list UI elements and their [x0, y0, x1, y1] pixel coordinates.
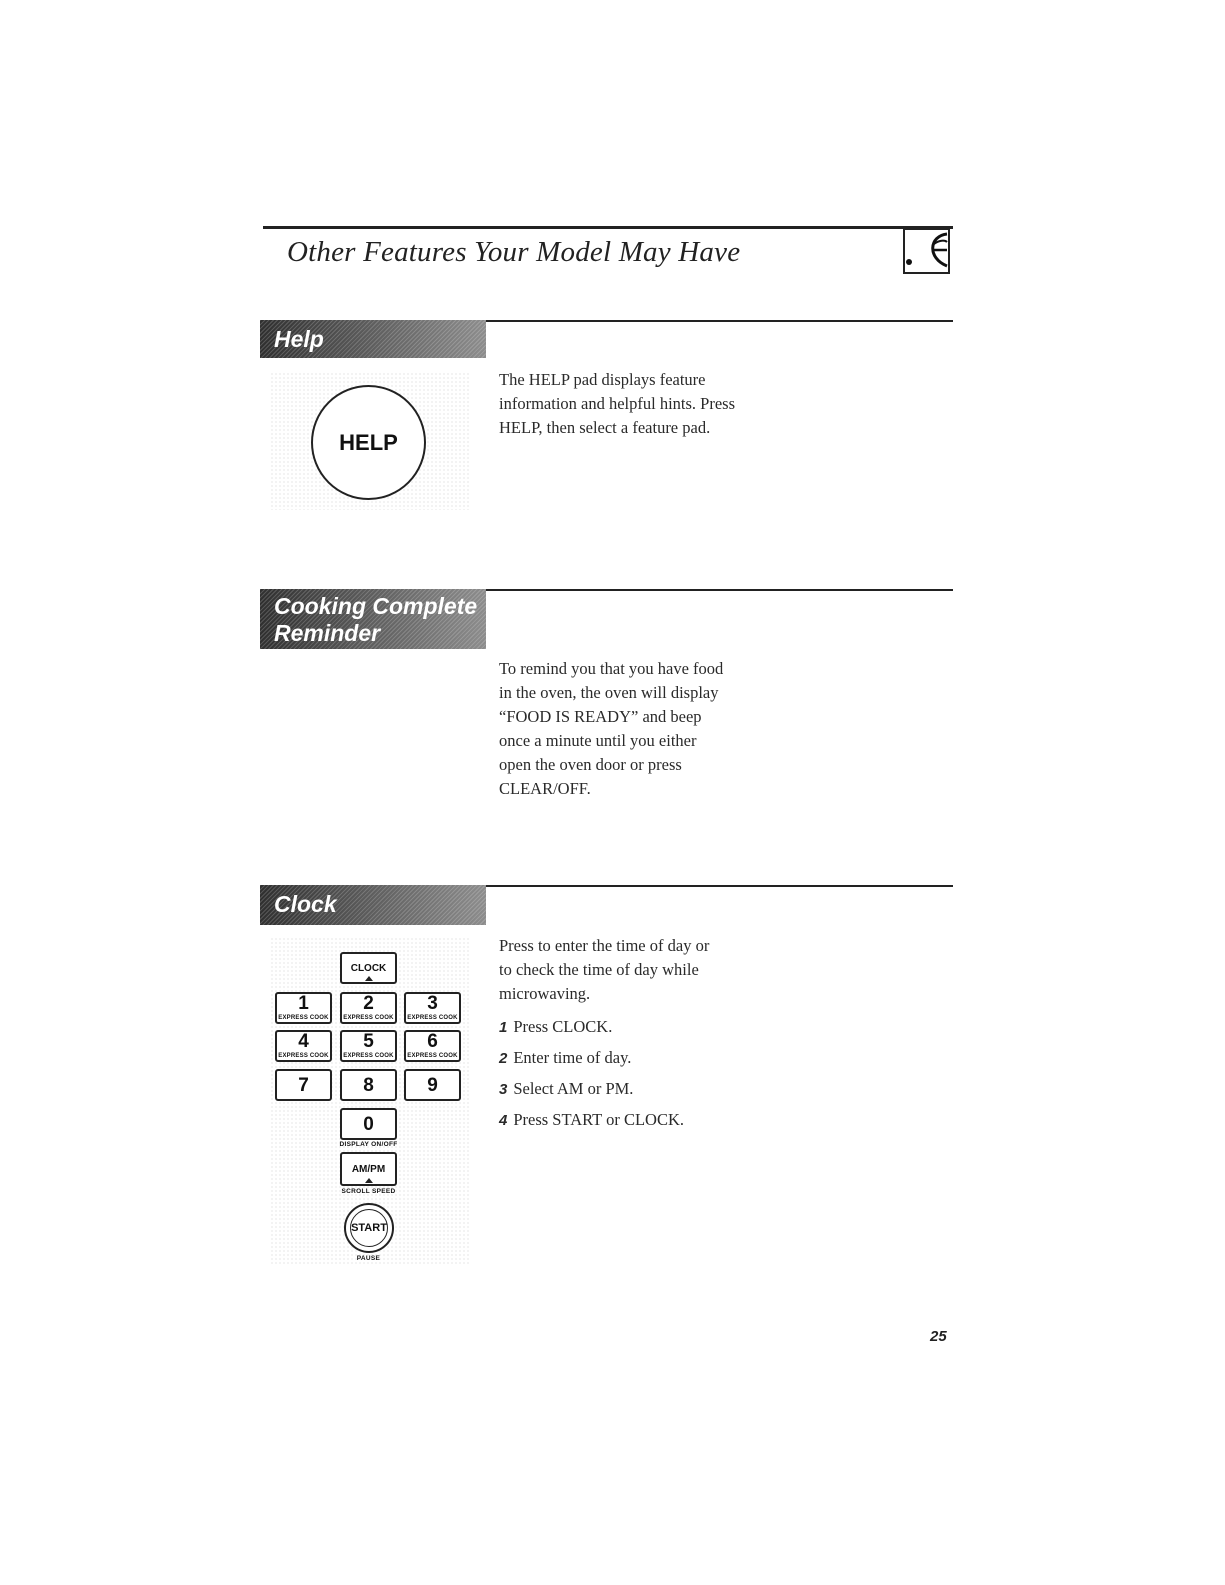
step-item: 2 Enter time of day.	[499, 1048, 632, 1067]
keypad-button-6[interactable]: 6 EXPRESS COOK	[404, 1030, 461, 1062]
keypad-button-3[interactable]: 3 EXPRESS COOK	[404, 992, 461, 1024]
reminder-description: To remind you that you have food in the oven, the oven will display “FOOD IS READY” and beep once a minute until you either open the oven door or press CLEAR/OFF.	[499, 659, 724, 798]
clock-steps	[499, 1012, 759, 1136]
keypad-button-5[interactable]: 5 EXPRESS COOK	[340, 1030, 397, 1062]
section-heading-clock: Clock	[260, 885, 486, 925]
scroll-speed-caption: SCROLL SPEED	[341, 1188, 396, 1195]
keypad-button-1[interactable]: 1 EXPRESS COOK	[275, 992, 332, 1024]
help-description: The HELP pad displays feature information and helpful hints. Press HELP, then select a feature pad.	[499, 370, 736, 437]
header-rule	[263, 226, 953, 229]
pause-caption: PAUSE	[356, 1255, 381, 1262]
keypad-button-0[interactable]: 0	[340, 1108, 397, 1140]
keypad-button-2[interactable]: 2 EXPRESS COOK	[340, 992, 397, 1024]
clock-description: Press to enter the time of day or to check the time of day while microwaving.	[499, 936, 710, 1003]
help-button[interactable]	[311, 385, 426, 500]
section-heading-reminder: Cooking Complete Reminder	[260, 589, 486, 649]
arrow-up-icon	[365, 976, 373, 981]
am-pm-button[interactable]: AM/PM	[340, 1152, 397, 1186]
step-item: 4 Press START or CLOCK.	[499, 1110, 684, 1129]
step-item: 3 Select AM or PM.	[499, 1079, 634, 1098]
clock-button[interactable]: CLOCK	[340, 952, 397, 984]
step-item: 1 Press CLOCK.	[499, 1017, 613, 1036]
keypad-button-7[interactable]: 7	[275, 1069, 332, 1101]
keypad-button-9[interactable]: 9	[404, 1069, 461, 1101]
microwave-section-icon	[903, 228, 950, 274]
start-button[interactable]: START	[344, 1203, 394, 1253]
section-heading-help: Help	[260, 320, 486, 358]
page-title: Other Features Your Model May Have	[287, 236, 741, 268]
page-number: 25	[930, 1328, 947, 1345]
keypad-button-8[interactable]: 8	[340, 1069, 397, 1101]
help-button-label: HELP	[339, 429, 398, 455]
arrow-up-icon	[365, 1178, 373, 1183]
keypad-button-4[interactable]: 4 EXPRESS COOK	[275, 1030, 332, 1062]
display-on-off-caption: DISPLAY ON/OFF	[339, 1141, 398, 1148]
